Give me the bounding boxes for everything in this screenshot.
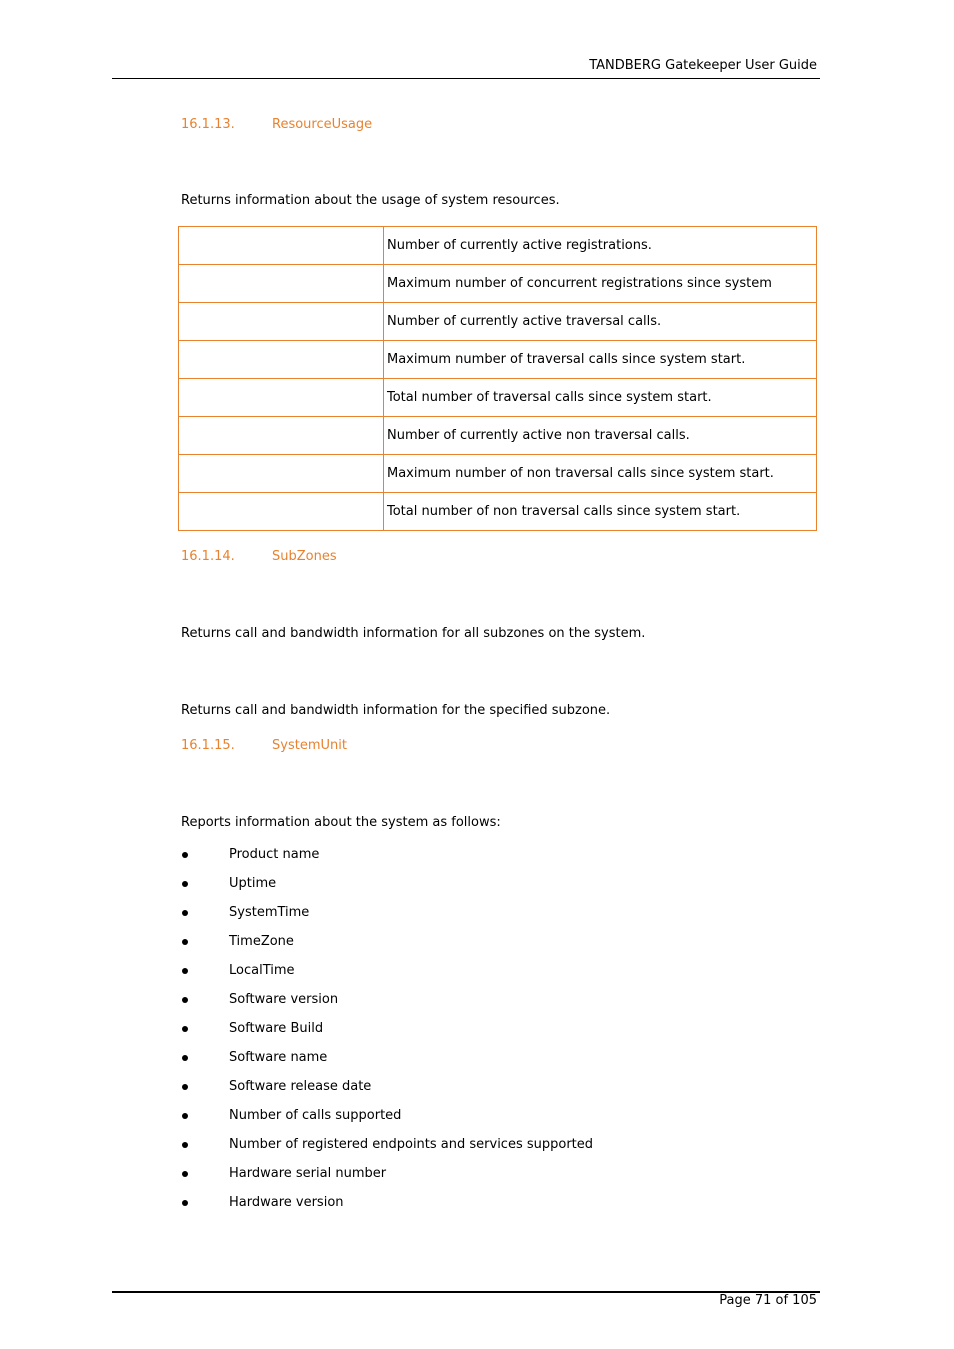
- page-number: Page 71 of 105: [719, 1293, 817, 1308]
- table-row: [179, 379, 817, 417]
- table-cell-key: [179, 303, 384, 341]
- header-divider: [112, 78, 820, 79]
- section-title: SubZones: [272, 549, 337, 564]
- table-row: [179, 265, 817, 303]
- table-cell-description: Number of currently active registrations.: [384, 227, 817, 265]
- subzones-specified-description: Returns call and bandwidth information for the specified subzone.: [181, 703, 611, 718]
- table-cell-key: [179, 417, 384, 455]
- section-number: 16.1.15.: [181, 738, 235, 753]
- table-cell-description: Total number of non traversal calls since system start.: [384, 493, 817, 531]
- bullet-icon: [182, 881, 188, 887]
- table-cell-key: [179, 265, 384, 303]
- section-title: SystemUnit: [272, 738, 347, 753]
- list-item-label: Number of registered endpoints and services supported: [229, 1137, 594, 1152]
- bullet-icon: [182, 1200, 188, 1206]
- table-cell-key: [179, 379, 384, 417]
- footer-divider: [112, 1291, 820, 1293]
- table-cell-description: Total number of traversal calls since system start.: [384, 379, 817, 417]
- list-item-label: Hardware version: [229, 1195, 344, 1210]
- bullet-icon: [182, 1171, 188, 1177]
- bullet-icon: [182, 968, 188, 974]
- table-cell-key: [179, 455, 384, 493]
- bullet-icon: [182, 939, 188, 945]
- section-heading-resourceusage: [181, 117, 372, 132]
- list-item-label: Uptime: [229, 876, 277, 891]
- systemunit-intro: Reports information about the system as follows:: [181, 815, 501, 830]
- section-number: 16.1.14.: [181, 549, 235, 564]
- list-item-label: Software name: [229, 1050, 328, 1065]
- bullet-icon: [182, 852, 188, 858]
- list-item-label: Product name: [229, 847, 320, 862]
- bullet-icon: [182, 997, 188, 1003]
- resourceusage-intro: Returns information about the usage of system resources.: [181, 193, 560, 208]
- list-item-label: Hardware serial number: [229, 1166, 387, 1181]
- subzones-all-description: Returns call and bandwidth information for all subzones on the system.: [181, 626, 646, 641]
- bullet-icon: [182, 1084, 188, 1090]
- resourceusage-table: [178, 226, 817, 531]
- list-item-label: TimeZone: [229, 934, 294, 949]
- section-heading-systemunit: [181, 738, 347, 753]
- bullet-icon: [182, 1113, 188, 1119]
- list-item-label: Software Build: [229, 1021, 324, 1036]
- table-cell-key: [179, 227, 384, 265]
- list-item-label: LocalTime: [229, 963, 295, 978]
- list-item-label: Software release date: [229, 1079, 372, 1094]
- table-cell-description: Maximum number of concurrent registrations since system: [384, 265, 817, 303]
- table-cell-description: Number of currently active traversal calls.: [384, 303, 817, 341]
- table-cell-key: [179, 493, 384, 531]
- table-cell-key: [179, 341, 384, 379]
- document-header-title: TANDBERG Gatekeeper User Guide: [589, 58, 817, 73]
- list-item-label: SystemTime: [229, 905, 310, 920]
- table-cell-description: Maximum number of non traversal calls since system start.: [384, 455, 817, 493]
- list-item-label: Number of calls supported: [229, 1108, 402, 1123]
- table-row: [179, 493, 817, 531]
- bullet-icon: [182, 1142, 188, 1148]
- table-row: [179, 417, 817, 455]
- table-cell-description: Number of currently active non traversal calls.: [384, 417, 817, 455]
- table-row: [179, 455, 817, 493]
- section-title: ResourceUsage: [272, 117, 373, 132]
- table-row: [179, 303, 817, 341]
- section-heading-subzones: [181, 549, 337, 564]
- table-row: [179, 341, 817, 379]
- bullet-icon: [182, 1055, 188, 1061]
- list-item-label: Software version: [229, 992, 339, 1007]
- bullet-icon: [182, 1026, 188, 1032]
- table-cell-description: Maximum number of traversal calls since system start.: [384, 341, 817, 379]
- section-number: 16.1.13.: [181, 117, 235, 132]
- table-row: [179, 227, 817, 265]
- bullet-icon: [182, 910, 188, 916]
